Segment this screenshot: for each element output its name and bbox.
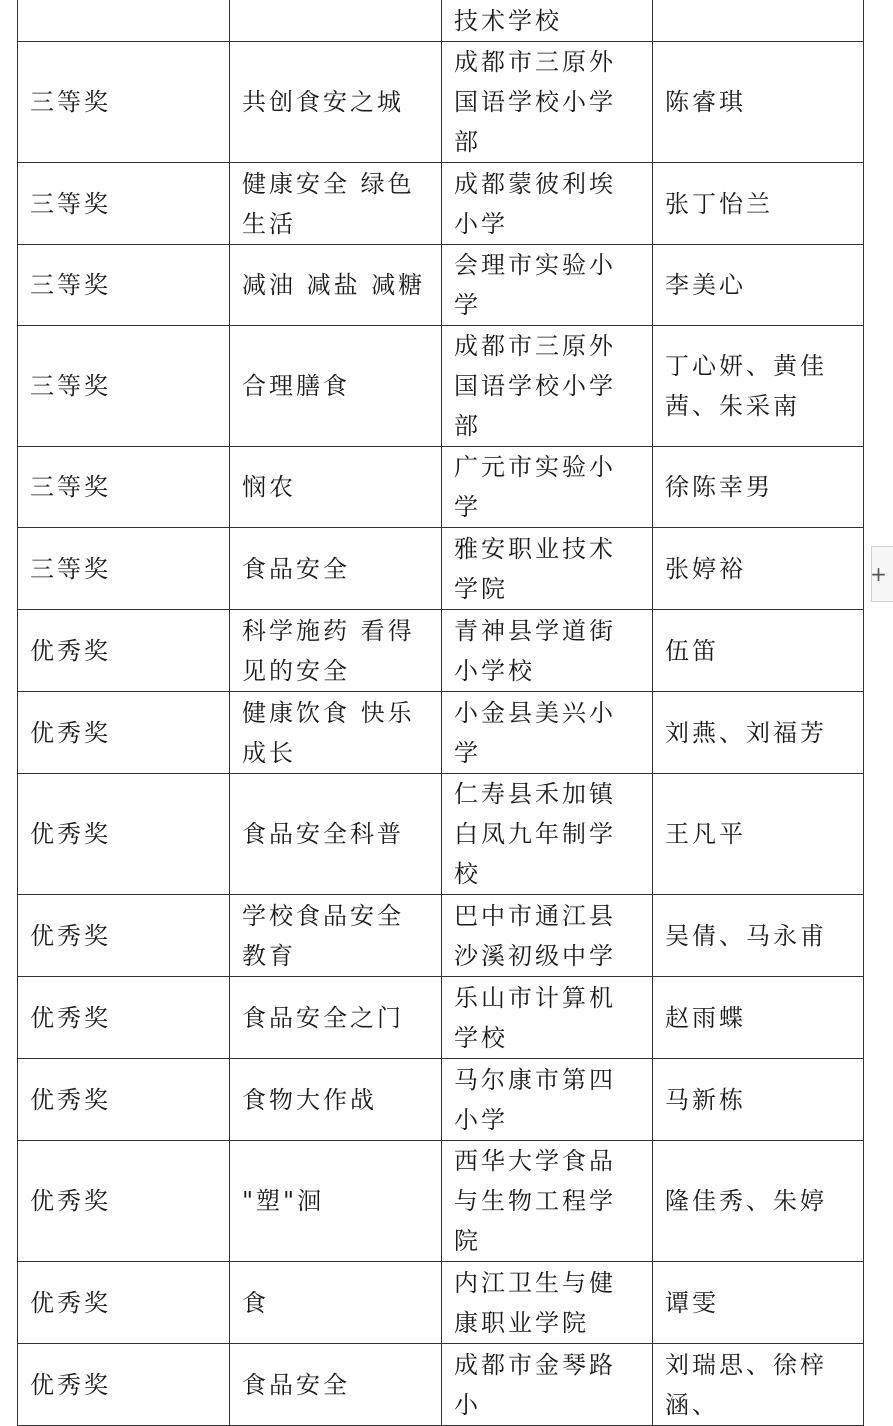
title-cell [230, 774, 442, 895]
author-cell [653, 1344, 864, 1426]
award-cell-text: 优秀奖 [30, 636, 111, 665]
title-cell [230, 0, 442, 42]
author-cell [653, 692, 864, 774]
author-cell [653, 528, 864, 610]
author-cell-text: 马新栋 [665, 1085, 746, 1114]
award-cell-text: 优秀奖 [30, 1003, 111, 1032]
award-table-page [17, 0, 863, 1426]
title-cell [230, 895, 442, 977]
school-cell-text: 广元市实验小学 [454, 453, 616, 521]
school-cell [442, 1344, 653, 1426]
title-cell [230, 1344, 442, 1426]
author-cell [653, 326, 864, 447]
author-cell [653, 977, 864, 1059]
award-cell-text: 优秀奖 [30, 1085, 111, 1114]
author-cell [653, 0, 864, 42]
title-cell-text: 食品安全 [242, 1370, 350, 1399]
school-cell-text: 成都市金琴路小 [454, 1350, 616, 1419]
title-cell [230, 447, 442, 528]
title-cell-text: 悯农 [242, 473, 296, 501]
author-cell-text: 谭雯 [665, 1288, 719, 1317]
table-row [18, 1059, 864, 1141]
title-cell-text: 健康饮食 快乐成长 [242, 698, 415, 767]
award-cell [18, 1344, 230, 1426]
table-row [18, 895, 864, 977]
award-cell [18, 977, 230, 1059]
author-cell [653, 895, 864, 977]
title-cell [230, 528, 442, 610]
author-cell-text: 李美心 [665, 271, 746, 299]
school-cell-text: 乐山市计算机学校 [454, 983, 616, 1052]
table-row [18, 326, 864, 447]
title-cell [230, 326, 442, 447]
award-cell [18, 1059, 230, 1141]
author-cell-text: 陈睿琪 [665, 88, 746, 116]
award-cell-text: 优秀奖 [30, 1187, 111, 1215]
author-cell [653, 1141, 864, 1262]
title-cell [230, 610, 442, 692]
author-cell-text: 伍笛 [665, 636, 719, 665]
table-row [18, 1344, 864, 1426]
table-row [18, 692, 864, 774]
expand-panel-button[interactable] [871, 546, 893, 602]
school-cell-text: 雅安职业技术学院 [454, 534, 616, 603]
title-cell [230, 1262, 442, 1344]
school-cell-text: 内江卫生与健康职业学院 [454, 1268, 616, 1337]
table-row [18, 42, 864, 163]
award-cell [18, 326, 230, 447]
author-cell [653, 245, 864, 326]
school-cell-text: 青神县学道街小学校 [454, 616, 616, 685]
author-cell-text: 赵雨蝶 [665, 1003, 746, 1032]
author-cell [653, 1262, 864, 1344]
school-cell [442, 528, 653, 610]
school-cell-text: 西华大学食品与生物工程学院 [454, 1147, 616, 1255]
school-cell [442, 42, 653, 163]
award-cell-text: 三等奖 [30, 473, 111, 501]
table-row [18, 528, 864, 610]
award-cell [18, 528, 230, 610]
table-row [18, 0, 864, 42]
author-cell-text: 吴倩、马永甫 [665, 921, 827, 950]
award-cell [18, 774, 230, 895]
award-cell [18, 163, 230, 245]
table-row [18, 1262, 864, 1344]
award-cell-text: 优秀奖 [30, 1288, 111, 1317]
author-cell [653, 447, 864, 528]
author-cell-text: 徐陈幸男 [665, 473, 773, 501]
school-cell [442, 692, 653, 774]
award-cell-text: 优秀奖 [30, 1370, 111, 1399]
award-cell-text: 优秀奖 [30, 718, 111, 747]
title-cell-text: 食品安全 [242, 554, 350, 583]
title-cell [230, 977, 442, 1059]
school-cell [442, 1059, 653, 1141]
school-cell [442, 774, 653, 895]
school-cell [442, 163, 653, 245]
author-cell-text: 刘燕、刘福芳 [665, 718, 827, 747]
title-cell [230, 163, 442, 245]
school-cell-text: 成都市三原外国语学校小学部 [454, 48, 616, 156]
title-cell-text: 食品安全科普 [242, 820, 404, 848]
title-cell-text: 科学施药 看得见的安全 [242, 616, 415, 685]
title-cell [230, 1141, 442, 1262]
school-cell [442, 245, 653, 326]
award-cell-text: 三等奖 [30, 372, 111, 400]
award-cell-text: 三等奖 [30, 189, 111, 218]
award-cell-text: 优秀奖 [30, 820, 111, 848]
award-cell [18, 895, 230, 977]
author-cell-text: 刘瑞思、徐梓涵、 [665, 1350, 827, 1419]
author-cell [653, 42, 864, 163]
author-cell [653, 163, 864, 245]
title-cell-text: 共创食安之城 [242, 88, 404, 116]
title-cell-text: 食品安全之门 [242, 1003, 404, 1032]
plus-icon: + [870, 562, 887, 586]
table-row [18, 245, 864, 326]
school-cell-text: 成都市三原外国语学校小学部 [454, 332, 616, 440]
school-cell [442, 895, 653, 977]
school-cell-text: 会理市实验小学 [454, 251, 616, 319]
award-cell-text: 三等奖 [30, 88, 111, 116]
title-cell-text: 合理膳食 [242, 372, 350, 400]
award-cell-text: 三等奖 [30, 271, 111, 299]
title-cell [230, 245, 442, 326]
title-cell-text: "塑"洄 [242, 1187, 325, 1215]
table-row [18, 977, 864, 1059]
award-cell-text: 优秀奖 [30, 921, 111, 950]
title-cell-text: 减油 减盐 减糖 [242, 271, 426, 299]
school-cell-text: 仁寿县禾加镇白凤九年制学校 [454, 780, 616, 888]
school-cell [442, 1262, 653, 1344]
table-row [18, 1141, 864, 1262]
author-cell-text: 王凡平 [665, 820, 746, 848]
author-cell-text: 丁心妍、黄佳茜、朱采南 [665, 352, 827, 420]
title-cell-text: 健康安全 绿色生活 [242, 169, 415, 238]
school-cell-text: 技术学校 [454, 6, 562, 35]
award-cell [18, 692, 230, 774]
award-cell [18, 42, 230, 163]
title-cell-text: 学校食品安全教育 [242, 901, 404, 970]
award-cell [18, 610, 230, 692]
school-cell-text: 小金县美兴小学 [454, 698, 616, 767]
school-cell [442, 610, 653, 692]
table-row [18, 163, 864, 245]
school-cell [442, 977, 653, 1059]
author-cell [653, 1059, 864, 1141]
title-cell [230, 1059, 442, 1141]
award-cell-text: 三等奖 [30, 554, 111, 583]
author-cell-text: 隆佳秀、朱婷 [665, 1187, 827, 1215]
school-cell-text: 马尔康市第四小学 [454, 1065, 616, 1134]
school-cell [442, 447, 653, 528]
award-cell [18, 245, 230, 326]
author-cell-text: 张丁怡兰 [665, 189, 773, 218]
table-row [18, 774, 864, 895]
title-cell-text: 食 [242, 1288, 269, 1317]
school-cell [442, 326, 653, 447]
table-row [18, 610, 864, 692]
school-cell-text: 巴中市通江县沙溪初级中学 [454, 901, 616, 970]
author-cell-text: 张婷裕 [665, 554, 746, 583]
title-cell [230, 692, 442, 774]
award-cell [18, 0, 230, 42]
school-cell-text: 成都蒙彼利埃小学 [454, 169, 616, 238]
award-cell [18, 1141, 230, 1262]
author-cell [653, 610, 864, 692]
title-cell [230, 42, 442, 163]
table-row [18, 447, 864, 528]
school-cell [442, 1141, 653, 1262]
school-cell [442, 0, 653, 42]
author-cell [653, 774, 864, 895]
title-cell-text: 食物大作战 [242, 1085, 377, 1114]
award-cell [18, 447, 230, 528]
award-cell [18, 1262, 230, 1344]
award-table [17, 0, 864, 1426]
